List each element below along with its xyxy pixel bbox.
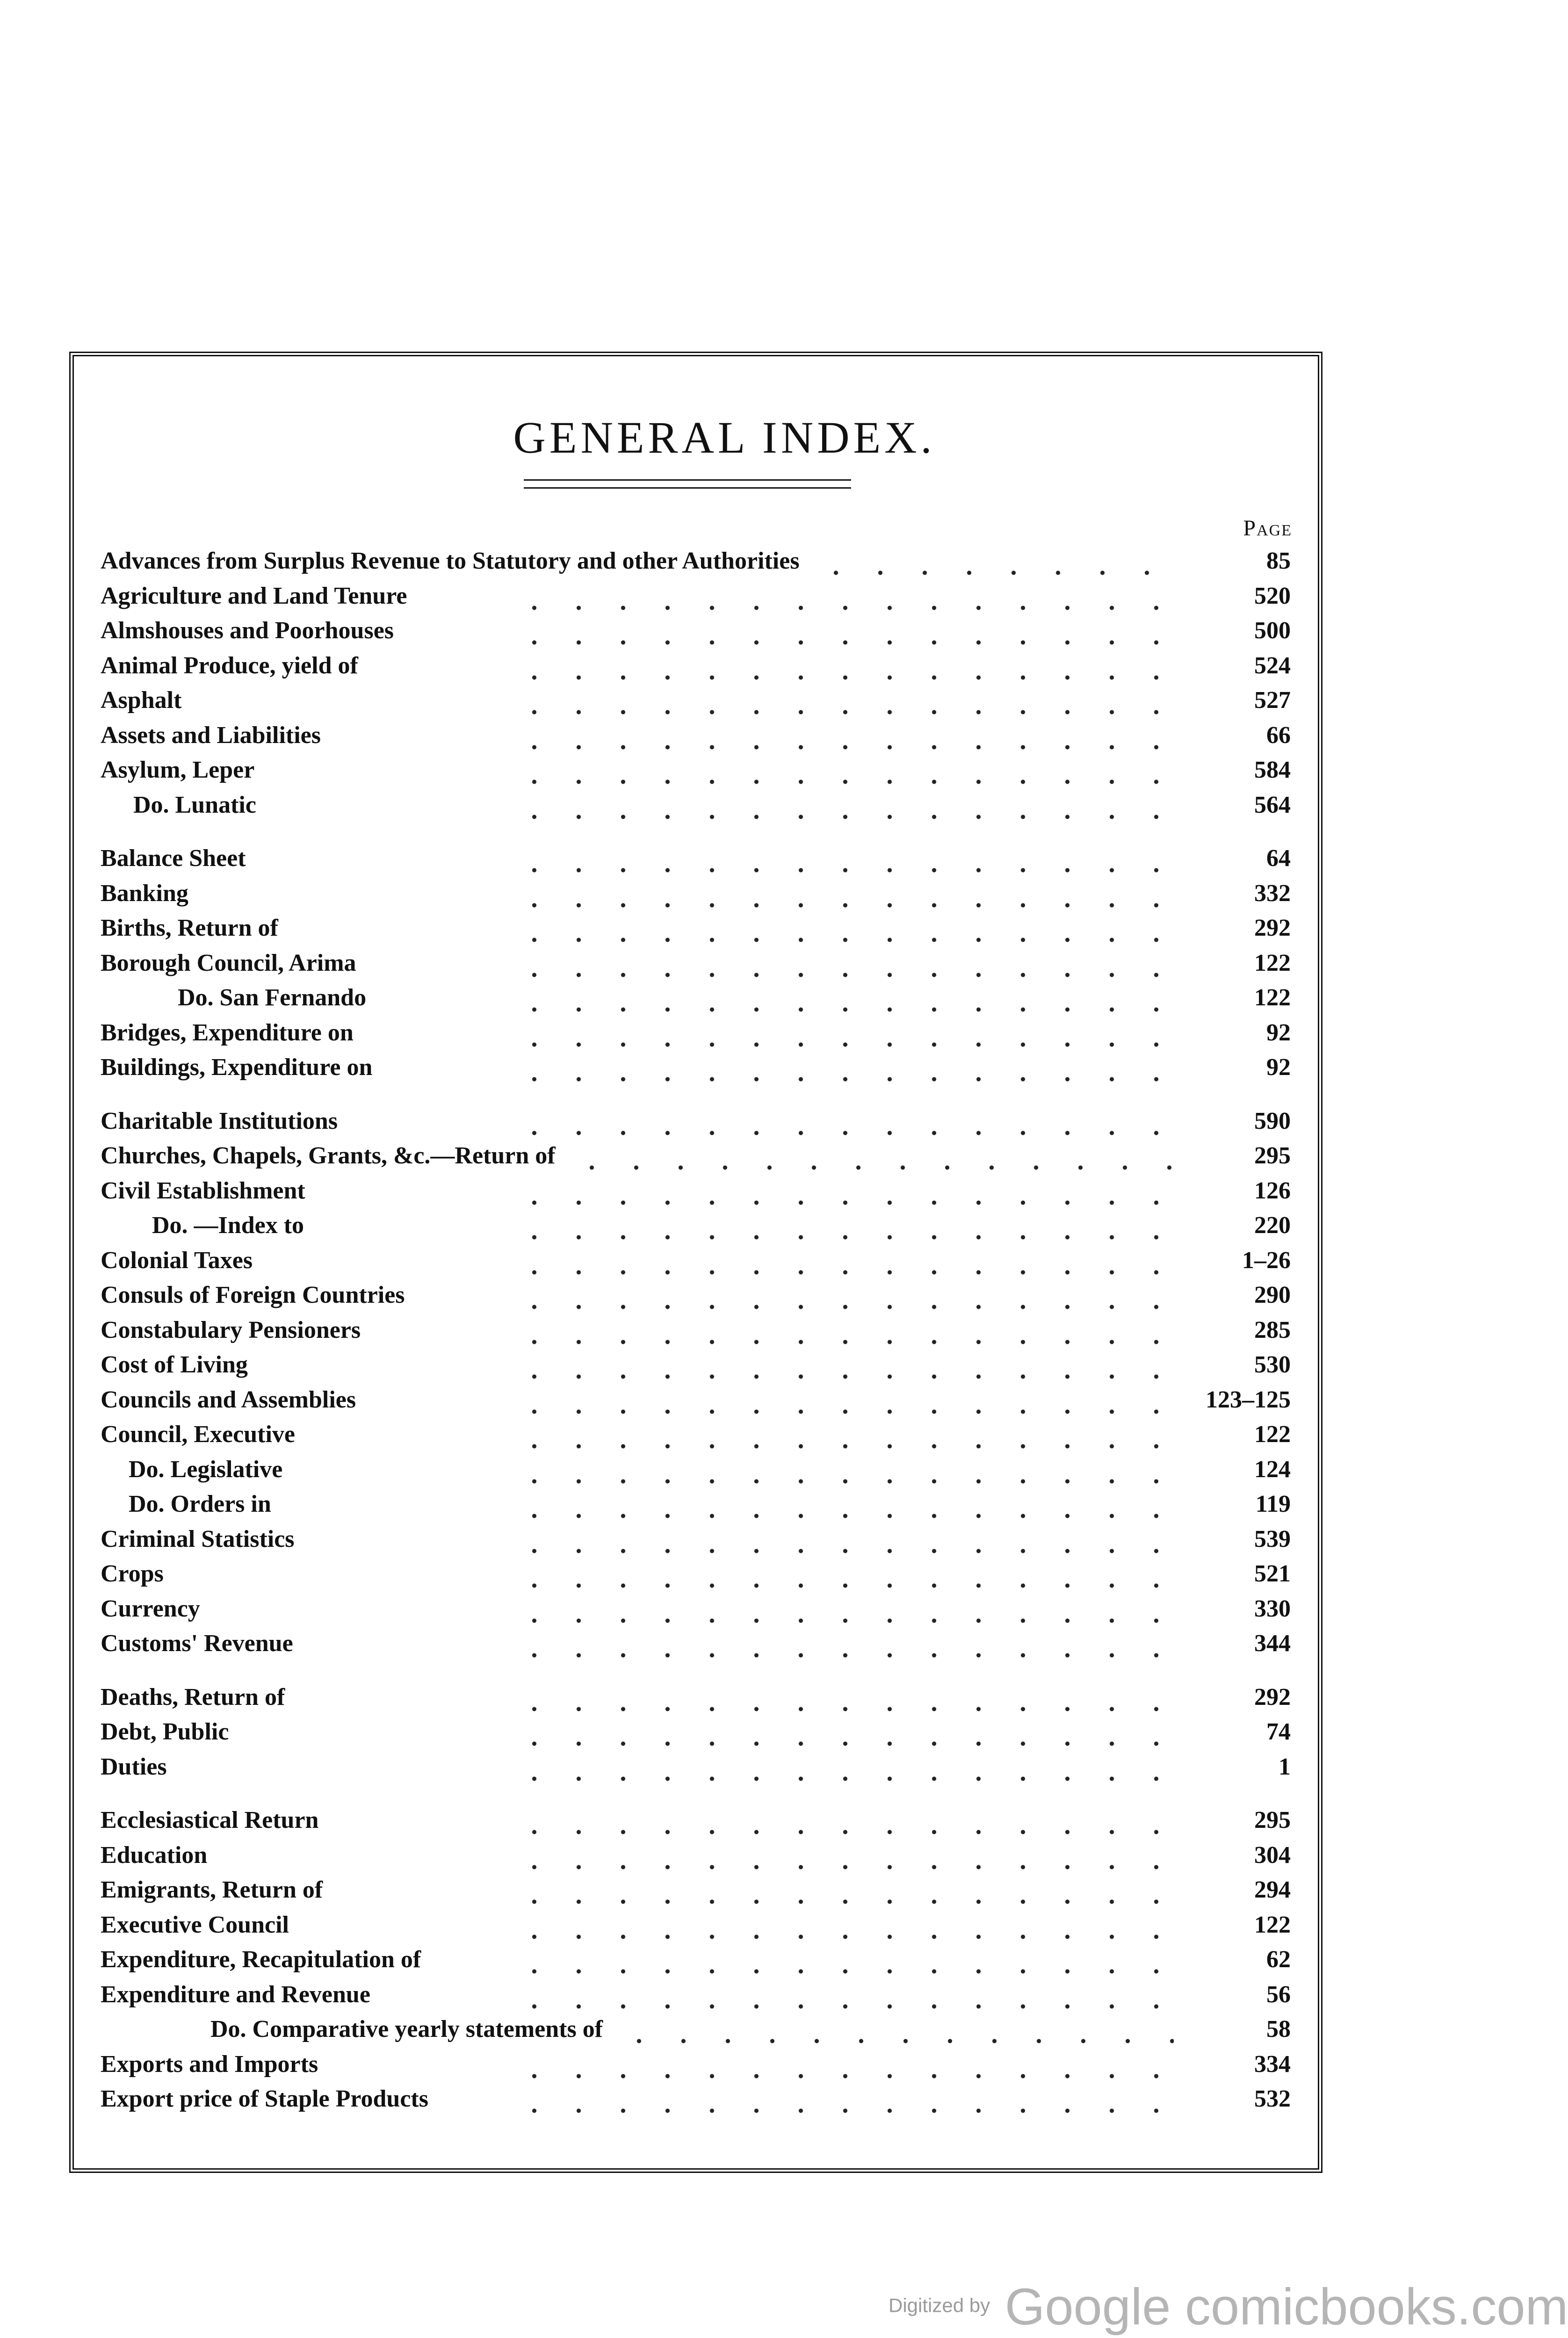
index-entry xyxy=(101,1595,1291,1628)
dot-leader xyxy=(512,2085,1174,2118)
dot-leader xyxy=(512,1876,1174,1909)
dot-leader xyxy=(512,949,1174,982)
index-entry xyxy=(101,949,1291,982)
index-entry-page: 330 xyxy=(1254,1595,1291,1622)
index-entry-name: Consuls of Foreign Countries xyxy=(101,1282,405,1308)
dot-leader xyxy=(512,844,1174,877)
index-entry-page: 344 xyxy=(1254,1630,1291,1657)
index-entry-page: 122 xyxy=(1254,1421,1291,1448)
index-entry-page: 64 xyxy=(1266,845,1291,872)
index-entry-page: 58 xyxy=(1266,2016,1291,2042)
index-entry xyxy=(101,1316,1291,1349)
index-entry-page: 123–125 xyxy=(1206,1386,1291,1413)
index-entry xyxy=(101,1386,1291,1419)
index-entry-page: 66 xyxy=(1266,722,1291,749)
index-entry-name: Asphalt xyxy=(101,687,182,714)
index-entry-name: Expenditure and Revenue xyxy=(101,1981,370,2008)
dot-leader xyxy=(512,1981,1174,2013)
dot-leader xyxy=(512,791,1174,824)
index-entry xyxy=(101,2050,1291,2083)
index-entry-page: 56 xyxy=(1266,1981,1291,2008)
dot-leader xyxy=(512,1630,1174,1662)
index-entry-name: Constabulary Pensioners xyxy=(101,1317,361,1343)
index-entry-name: Do. Lunatic xyxy=(133,792,256,818)
index-entry-page: 532 xyxy=(1254,2085,1291,2112)
dot-leader xyxy=(512,1247,1174,1279)
index-entry xyxy=(101,1876,1291,1909)
index-entry-page: 520 xyxy=(1254,583,1291,609)
index-entry xyxy=(101,1054,1291,1086)
brand-watermark: Google comicbooks.com xyxy=(1004,2278,1568,2336)
index-entry xyxy=(101,1525,1291,1558)
index-entry xyxy=(101,1560,1291,1593)
index-entry-page: 1 xyxy=(1279,1754,1291,1780)
index-entry xyxy=(101,547,1291,580)
index-entry-name: Criminal Statistics xyxy=(101,1526,295,1552)
index-entry xyxy=(101,844,1291,877)
index-entry-page: 564 xyxy=(1254,792,1291,818)
index-entry-name: Crops xyxy=(101,1560,164,1587)
index-entry-page: 294 xyxy=(1254,1876,1291,1903)
index-entry-page: 500 xyxy=(1254,617,1291,644)
dot-leader xyxy=(512,1107,1174,1140)
index-entry-name: Council, Executive xyxy=(101,1421,295,1448)
index-entry xyxy=(101,617,1291,649)
index-entry-page: 530 xyxy=(1254,1351,1291,1378)
index-entry-name: Executive Council xyxy=(101,1912,289,1938)
dot-leader xyxy=(512,582,1174,615)
index-entry-page: 584 xyxy=(1254,757,1291,783)
index-entry-page: 124 xyxy=(1254,1456,1291,1483)
dot-leader xyxy=(512,1212,1174,1244)
index-entry xyxy=(101,1630,1291,1662)
index-entry-page: 295 xyxy=(1254,1142,1291,1169)
index-entry xyxy=(101,1490,1291,1523)
index-entry-name: Education xyxy=(101,1842,208,1869)
index-entry-name: Advances from Surplus Revenue to Statutory and other Authorities xyxy=(101,548,800,574)
index-entry xyxy=(101,1107,1291,1140)
index-entry-page: 92 xyxy=(1266,1019,1291,1046)
index-entry-name: Assets and Liabilities xyxy=(101,722,321,749)
index-entry-page: 332 xyxy=(1254,880,1291,907)
index-entry-page: 122 xyxy=(1254,984,1291,1011)
index-entry-name: Expenditure, Recapitulation of xyxy=(101,1946,421,1973)
dot-leader xyxy=(512,2050,1174,2083)
dot-leader xyxy=(512,914,1174,947)
index-entry-page: 527 xyxy=(1254,687,1291,714)
index-entry xyxy=(101,1247,1291,1279)
index-entry-name: Duties xyxy=(101,1754,167,1780)
dot-leader xyxy=(512,1683,1174,1716)
index-entry-page: 1–26 xyxy=(1242,1247,1291,1274)
index-entry-page: 122 xyxy=(1254,1912,1291,1938)
index-entry-name: Births, Return of xyxy=(101,915,278,941)
dot-leader xyxy=(512,1841,1174,1874)
index-entry-page: 285 xyxy=(1254,1317,1291,1343)
index-entry-name: Animal Produce, yield of xyxy=(101,652,358,679)
dot-leader xyxy=(512,1560,1174,1593)
index-entry xyxy=(101,582,1291,615)
index-entry xyxy=(101,686,1291,719)
index-entry-name: Cost of Living xyxy=(101,1351,248,1378)
index-entry xyxy=(101,1212,1291,1244)
index-entry xyxy=(101,791,1291,824)
index-entry-name: Churches, Chapels, Grants, &c.—Return of xyxy=(101,1142,556,1169)
index-entry xyxy=(101,1421,1291,1453)
index-entry-name: Charitable Institutions xyxy=(101,1108,338,1134)
dot-leader xyxy=(512,1806,1174,1839)
index-entry-name: Asylum, Leper xyxy=(101,757,255,783)
index-entry-page: 62 xyxy=(1266,1946,1291,1973)
index-entry-page: 304 xyxy=(1254,1842,1291,1869)
dot-leader xyxy=(512,1351,1174,1384)
index-entry xyxy=(101,1019,1291,1052)
index-entry xyxy=(101,1981,1291,2013)
index-entry-name: Civil Establishment xyxy=(101,1177,305,1204)
dot-leader xyxy=(512,1386,1174,1419)
dot-leader xyxy=(512,756,1174,789)
index-entry xyxy=(101,1911,1291,1944)
index-entry-page: 292 xyxy=(1254,1684,1291,1710)
dot-leader xyxy=(512,1718,1174,1751)
index-entry xyxy=(101,722,1291,754)
dot-leader xyxy=(512,1525,1174,1558)
index-entry-page: 521 xyxy=(1254,1560,1291,1587)
index-entry xyxy=(101,984,1291,1017)
index-entry-page: 524 xyxy=(1254,652,1291,679)
dot-leader xyxy=(512,1054,1174,1086)
index-entry xyxy=(101,1753,1291,1786)
index-entry-page: 74 xyxy=(1266,1718,1291,1745)
index-entry-page: 290 xyxy=(1254,1282,1291,1308)
index-entry-page: 119 xyxy=(1255,1491,1291,1517)
index-entry-name: Currency xyxy=(101,1595,200,1622)
index-entry xyxy=(101,1351,1291,1384)
page-column-heading: Page xyxy=(1243,516,1292,541)
digitized-watermark xyxy=(889,2277,1568,2337)
index-entry-name: Councils and Assemblies xyxy=(101,1386,356,1413)
index-entry-name: Balance Sheet xyxy=(101,845,246,872)
index-entry-page: 539 xyxy=(1254,1526,1291,1552)
dot-leader xyxy=(814,547,1174,580)
dot-leader xyxy=(512,722,1174,754)
index-entry xyxy=(101,2015,1291,2048)
index-entry-name: Export price of Staple Products xyxy=(101,2085,428,2112)
index-entry-name: Borough Council, Arima xyxy=(101,950,356,976)
index-entry xyxy=(101,1683,1291,1716)
index-entry xyxy=(101,652,1291,685)
index-entry-name: Bridges, Expenditure on xyxy=(101,1019,354,1046)
index-entry xyxy=(101,756,1291,789)
index-entry-name: Do. Legislative xyxy=(129,1456,283,1483)
index-entry-name: Do. San Fernando xyxy=(178,984,367,1011)
index-entry xyxy=(101,1718,1291,1751)
index-entry-page: 590 xyxy=(1254,1108,1291,1134)
index-entry xyxy=(101,1281,1291,1314)
index-entry-page: 334 xyxy=(1254,2051,1291,2078)
dot-leader xyxy=(512,880,1174,912)
index-entry-name: Customs' Revenue xyxy=(101,1630,293,1657)
index-entry-name: Ecclesiastical Return xyxy=(101,1807,319,1833)
index-entry xyxy=(101,1142,1291,1175)
index-entry-name: Deaths, Return of xyxy=(101,1684,285,1710)
dot-leader xyxy=(512,1595,1174,1628)
dot-leader xyxy=(512,652,1174,685)
dot-leader xyxy=(617,2015,1174,2048)
index-entry-name: Do. —Index to xyxy=(152,1212,304,1239)
title-rule xyxy=(524,479,851,489)
dot-leader xyxy=(512,1911,1174,1944)
index-entry-page: 85 xyxy=(1266,548,1291,574)
digitized-label: Digitized by xyxy=(889,2294,990,2316)
index-entry-name: Almshouses and Poorhouses xyxy=(101,617,394,644)
dot-leader xyxy=(512,1421,1174,1453)
index-entry-name: Debt, Public xyxy=(101,1718,229,1745)
index-entry-name: Buildings, Expenditure on xyxy=(101,1054,373,1081)
index-entry xyxy=(101,914,1291,947)
index-entry xyxy=(101,1946,1291,1978)
index-entry-name: Colonial Taxes xyxy=(101,1247,253,1274)
index-entry-page: 122 xyxy=(1254,950,1291,976)
page-title: GENERAL INDEX. xyxy=(513,412,936,462)
index-entry-name: Agriculture and Land Tenure xyxy=(101,583,407,609)
dot-leader xyxy=(512,1456,1174,1488)
dot-leader xyxy=(512,1281,1174,1314)
index-entry xyxy=(101,1841,1291,1874)
index-entry-page: 295 xyxy=(1254,1807,1291,1833)
index-entry-name: Banking xyxy=(101,880,188,907)
index-entry xyxy=(101,2085,1291,2118)
dot-leader xyxy=(570,1142,1174,1175)
index-entry-name: Do. Comparative yearly statements of xyxy=(210,2016,603,2042)
index-entry-page: 292 xyxy=(1254,915,1291,941)
index-entry-name: Exports and Imports xyxy=(101,2051,318,2078)
dot-leader xyxy=(512,984,1174,1017)
dot-leader xyxy=(512,617,1174,649)
index-entry-name: Do. Orders in xyxy=(129,1491,271,1517)
index-entry-page: 126 xyxy=(1254,1177,1291,1204)
dot-leader xyxy=(512,1316,1174,1349)
dot-leader xyxy=(512,1753,1174,1786)
index-entry xyxy=(101,1806,1291,1839)
index-entry xyxy=(101,1456,1291,1488)
index-entry-page: 220 xyxy=(1254,1212,1291,1239)
dot-leader xyxy=(512,1946,1174,1978)
index-entry-page: 92 xyxy=(1266,1054,1291,1081)
index-entry-name: Emigrants, Return of xyxy=(101,1876,323,1903)
index-entry xyxy=(101,880,1291,912)
dot-leader xyxy=(512,1490,1174,1523)
index-entry xyxy=(101,1177,1291,1210)
dot-leader xyxy=(512,1177,1174,1210)
dot-leader xyxy=(512,1019,1174,1052)
dot-leader xyxy=(512,686,1174,719)
